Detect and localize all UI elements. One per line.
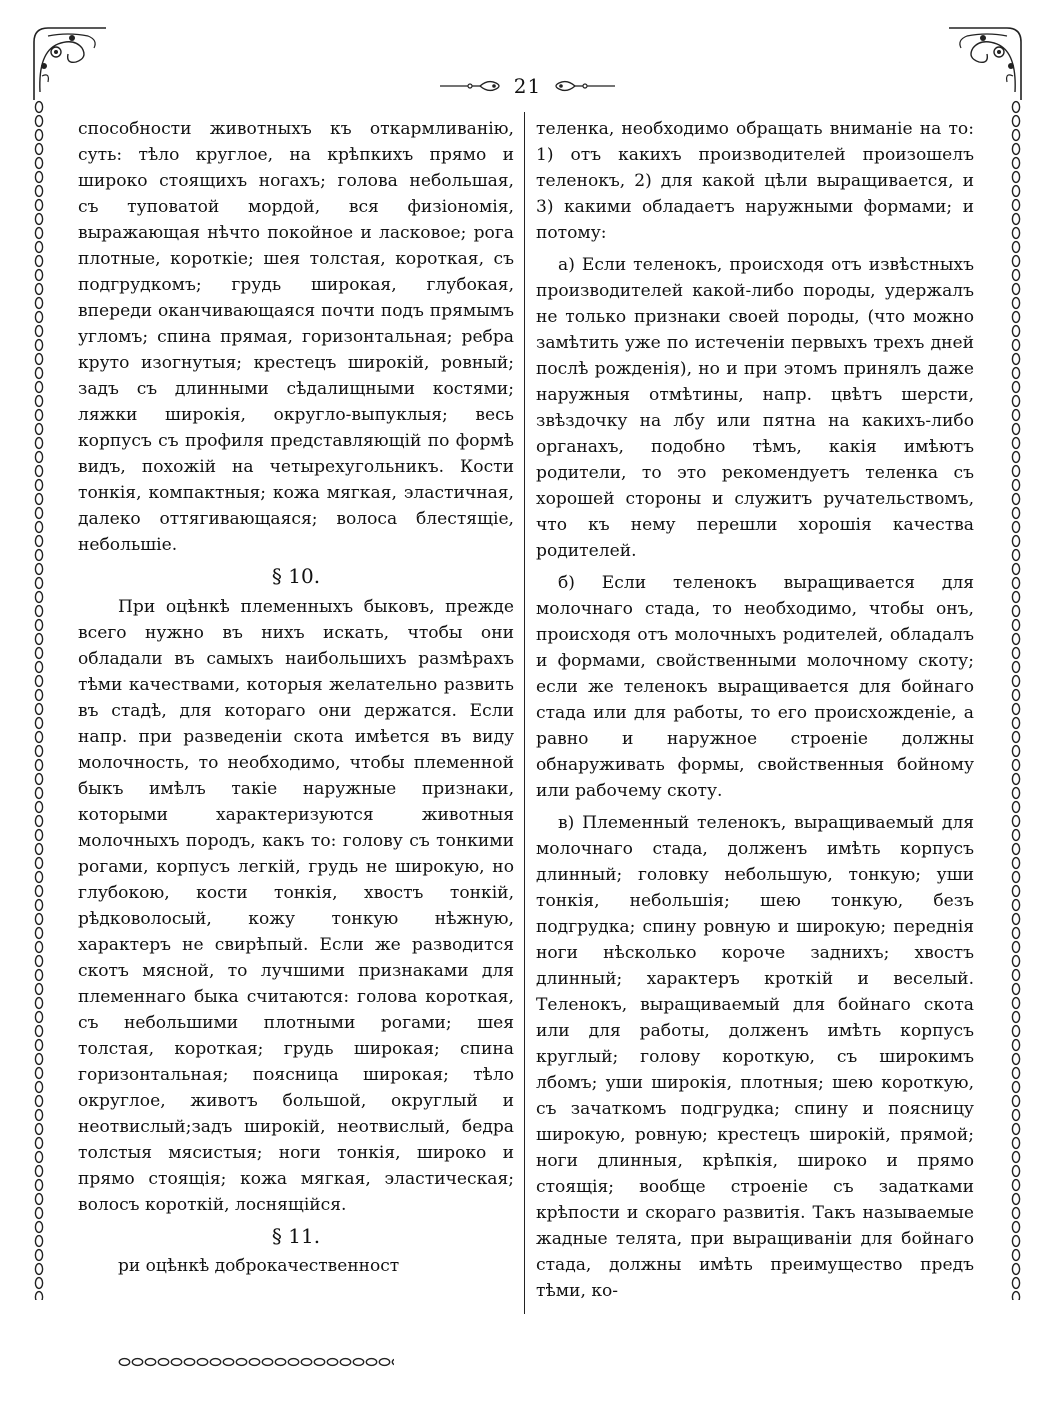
chain-border-right [1010, 100, 1022, 1300]
page-header [0, 70, 1055, 102]
paragraph-calf-assessment: теленка, необходимо обращать вниманіе на то: 1) отъ какихъ производителей произошелъ теленокъ, 2) для какой цѣли выращивается, и 3) какими обладаетъ наружными формами; и потому: [536, 119, 974, 243]
paragraph-item-a: а) Если теленокъ, происходя отъ извѣстныхъ производителей какой-либо породы, удержалъ не только признаки своей породы, (что можно замѣтить уже по истеченіи первыхъ трехъ дней послѣ рожденія), но и при этомъ принялъ даже наружныя отмѣтины, напр. цвѣтъ шерсти, звѣздочку на лбу или пятна на какихъ-либо органахъ, подобно тѣмъ, какія имѣютъ родители, то это рекомендуетъ теленка съ хорошей стороны и служитъ ручательствомъ, что къ нему перешли хорошія качества родителей. [536, 255, 974, 561]
paragraph-breeding-bulls: При оцѣнкѣ племенныхъ быковъ, прежде всего нужно въ нихъ искать, чтобы они обладали въ самыхъ наибольшихъ размѣрахъ тѣми качествами, которыя желательно развить въ стадѣ, для котораго они держатся. Если напр. при разведеніи скота имѣется въ виду молочность, то необходимо, чтобы племенной быкъ имѣлъ такіе наружные признаки, которыми характеризуются животныя молочныхъ породъ, какъ то: голову съ тонкими рогами, корпусъ легкій, грудь не широкую, но глубокою, кости тонкія, хвостъ тонкій, рѣдковолосый, кожу тонкую нѣжную, характеръ не свирѣпый. Если же разводится скотъ мясной, то лучшими признаками для племеннаго быка считаются: голова короткая, съ небольшими плотными рогами; шея толстая, короткая; грудь широкая; спина горизонтальная; поясница широкая; тѣло округлое, животъ большой, округлый и неотвислый;задъ широкій, неотвислый, бедра толстыя мясистыя; ноги тонкія, широко и прямо стоящія; кожа мягкая, эластическая; волосъ короткій, лоснящійся. [78, 597, 514, 1215]
section-heading-11: § 11. [271, 1224, 321, 1248]
chain-border-left [33, 100, 45, 1300]
header-ornament-left-icon [440, 78, 504, 94]
paragraph-item-b: б) Если теленокъ выращивается для молочнаго стада, то необходимо, чтобы онъ, происходя отъ молочныхъ родителей, обладалъ и формами, свойственными молочному скоту; если же теленокъ выращивается для бойнаго стада или для работы, то его происхожденіе, а равно и наружное строеніе должны обнаруживать формы, свойственныя бойному или рабочему скоту. [536, 573, 974, 801]
right-column [536, 116, 974, 1304]
paragraph-item-c: в) Племенный теленокъ, выращиваемый для молочнаго стада, долженъ имѣть корпусъ длинный; головку небольшую, тонкую; уши тонкія, небольшія; шею тонкую, безъ подгрудка; спину ровную и широкую; переднія ноги нѣсколько короче заднихъ; хвостъ длинный; характеръ кроткій и веселый. Теленокъ, выращиваемый для бойнаго скота или для работы, долженъ имѣть корпусъ круглый; голову короткую, съ широкимъ лбомъ; уши широкія, плотныя; шею короткую, съ зачаткомъ подгрудка; спину и поясницу широкую, ровную; крестецъ широкій, прямой; ноги длинныя, крѣпкія, широко и прямо стоящія; вообще строеніе съ задатками крѣпости и скораго развитія. Такъ называемые жадные телята, при выращиваніи для бойнаго стада, должны имѣть преимущество предъ тѣми, ко- [536, 813, 974, 1301]
page-number: 21 [513, 74, 542, 98]
paragraph-fattening-traits: способности животныхъ къ откармливанію, суть: тѣло круглое, на крѣпкихъ прямо и широко стоящихъ ногахъ; голова небольшая, съ туповатой мордой, вся физіономія, выражающая нѣчто покойное и ласковое; рога плотные, короткіе; шея толстая, короткая, съ подгрудкомъ; грудь широкая, глубокая, впереди оканчивающаяся почти подъ прямымъ угломъ; спина прямая, горизонтальная; ребра круто изогнутыя; крестецъ широкій, ровный; задъ съ длинными сѣдалищными костями; ляжки широкія, округло-выпуклыя; весь корпусъ съ профиля представляющій по формѣ видъ, похожій на четырехугольникъ. Кости тонкія, компактныя; кожа мягкая, эластичная, далеко оттягивающаяся; волоса блестящіе, небольшіе. [78, 119, 514, 555]
section-heading-10: § 10. [271, 564, 321, 588]
paragraph-fragment: ри оцѣнкѣ доброкачественност [118, 1256, 400, 1276]
header-ornament-right-icon [551, 78, 615, 94]
footer-chain-rule [118, 1356, 394, 1368]
column-divider [524, 112, 525, 1314]
left-column [78, 116, 514, 1278]
